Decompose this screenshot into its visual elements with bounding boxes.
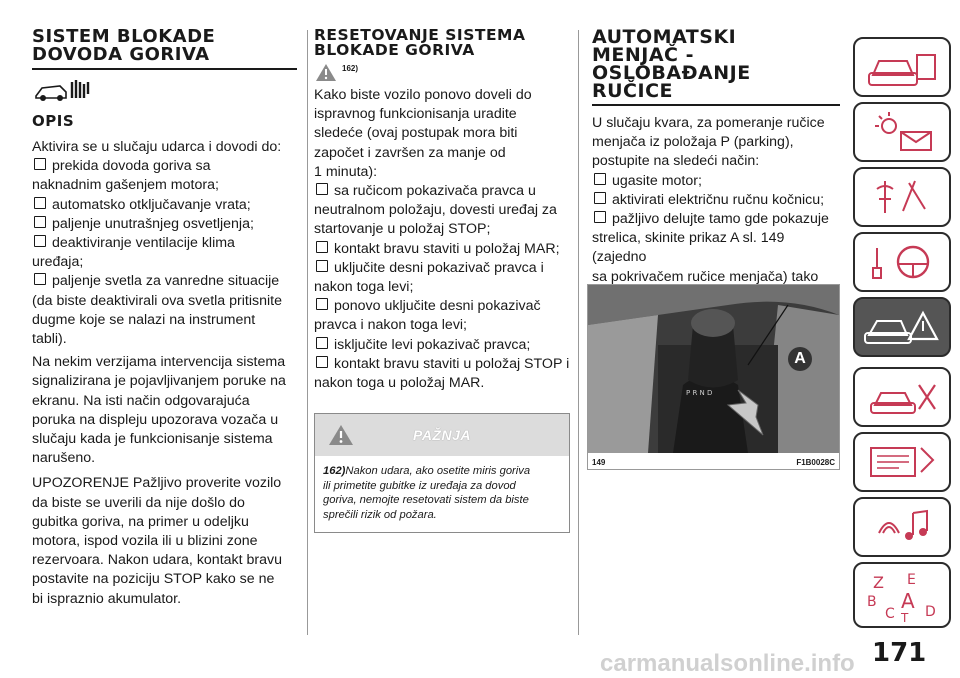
svg-text:C: C bbox=[885, 606, 895, 622]
text-line: Kako biste vozilo ponovo doveli do bbox=[314, 87, 532, 103]
title-line: MENJAČ - bbox=[592, 44, 695, 66]
text-line: da biste se uverili da nije došlo do bbox=[32, 494, 245, 511]
checkbox-bullet-icon bbox=[34, 197, 46, 209]
list-item: automatsko otključavanje vrata; bbox=[32, 196, 297, 215]
tab-maintenance[interactable] bbox=[853, 367, 951, 427]
text-line: ili primetite gubitke iz uređaja za dovod bbox=[323, 479, 516, 492]
page-number: 171 bbox=[872, 638, 927, 668]
checkbox-bullet-icon bbox=[594, 173, 606, 185]
callout-label-a: A bbox=[788, 347, 812, 371]
list-item-cont: nakon toga u položaj MAR. bbox=[314, 375, 485, 392]
text-line: postavite na poziciju STOP kako se ne bbox=[32, 571, 275, 588]
title-line-1: SISTEM BLOKADE bbox=[32, 26, 216, 47]
emergency-icon bbox=[855, 299, 951, 355]
checkbox-bullet-icon bbox=[34, 158, 46, 170]
column-divider bbox=[578, 30, 579, 635]
version-icons bbox=[32, 76, 297, 108]
section-title bbox=[592, 28, 840, 100]
column-gear-release bbox=[592, 28, 840, 325]
checkbox-bullet-icon bbox=[594, 211, 606, 223]
svg-text:B: B bbox=[867, 594, 877, 610]
warning-lights-icon bbox=[855, 104, 951, 160]
list-item-cont: dugme koje se nalazi na instrument bbox=[32, 311, 256, 328]
text-line: Na nekim verzijama intervencija sistema bbox=[32, 354, 286, 371]
tab-car-data[interactable] bbox=[853, 37, 951, 97]
checkbox-bullet-icon bbox=[34, 235, 46, 247]
checkbox-bullet-icon bbox=[34, 273, 46, 285]
list-item: pažljivo delujte tamo gde pokazuje bbox=[592, 210, 840, 229]
column-fuel-cutoff bbox=[32, 28, 297, 609]
list-item: ugasite motor; bbox=[592, 172, 840, 191]
maintenance-icon bbox=[855, 369, 951, 425]
safety-icon bbox=[855, 169, 951, 225]
index-icon bbox=[855, 564, 951, 626]
text-line: rezervoara. Nakon udara, kontakt bravu bbox=[32, 552, 282, 569]
list-item: kontakt bravu staviti u položaj STOP i bbox=[314, 355, 570, 374]
text-line: započet i završen za manje od bbox=[314, 144, 506, 161]
text-line: signalizirana je pojavljivanjem poruke na bbox=[32, 373, 286, 390]
warning-title: PAŽNJA bbox=[413, 427, 471, 444]
checkbox-bullet-icon bbox=[316, 356, 328, 368]
tab-safety[interactable] bbox=[853, 167, 951, 227]
text-line: sprečili rizik od požara. bbox=[323, 508, 437, 521]
watermark: carmanualsonline.info bbox=[600, 650, 855, 677]
warning-header bbox=[315, 414, 569, 456]
title-line-1: RESETOVANJE SISTEMA bbox=[314, 26, 526, 44]
svg-text:Z: Z bbox=[873, 573, 884, 592]
title-underline bbox=[592, 102, 840, 106]
text-line: narušeno. bbox=[32, 450, 96, 467]
checkbox-bullet-icon bbox=[316, 241, 328, 253]
svg-text:T: T bbox=[901, 611, 909, 625]
checkbox-bullet-icon bbox=[316, 337, 328, 349]
driving-icon bbox=[855, 234, 951, 290]
text-line: slučaju kada je funkcionisanje sistema bbox=[32, 431, 273, 448]
list-item: sa ručicom pokazivača pravca u bbox=[314, 182, 570, 201]
tab-specs[interactable] bbox=[853, 432, 951, 492]
list-item: deaktiviranje ventilacije klima bbox=[32, 234, 297, 253]
list-item-cont: naknadnim gašenjem motora; bbox=[32, 177, 219, 194]
title-line-2: BLOKADE GORIVA bbox=[314, 41, 475, 59]
list-item-cont: (da biste deaktivirali ova svetla pritisnite bbox=[32, 292, 282, 309]
warning-reference bbox=[314, 62, 570, 86]
tab-index[interactable] bbox=[853, 562, 951, 628]
specs-icon bbox=[855, 434, 951, 490]
subtitle-opis: OPIS bbox=[32, 112, 75, 130]
list-item-cont: sa pokrivačem ručice menjača) tako bbox=[592, 268, 819, 285]
svg-text:E: E bbox=[907, 572, 916, 588]
paragraph-warning-note bbox=[32, 474, 297, 608]
title-line: RUČICE bbox=[592, 80, 673, 102]
svg-text:D: D bbox=[925, 604, 936, 620]
section-title bbox=[314, 28, 570, 58]
tab-warning-lights[interactable] bbox=[853, 102, 951, 162]
svg-text:P R N D: P R N D bbox=[686, 389, 713, 397]
warning-ref-number: 162) bbox=[342, 64, 359, 73]
car-data-icon bbox=[855, 39, 951, 95]
text-line: U slučaju kvara, za pomeranje ručice bbox=[592, 115, 825, 131]
section-title bbox=[32, 28, 297, 64]
text-line: menjača iz položaja P (parking), bbox=[592, 134, 794, 151]
checkbox-bullet-icon bbox=[316, 183, 328, 195]
list-item-cont: strelica, skinite prikaz A sl. 149 (zajedno bbox=[592, 230, 785, 266]
warning-body bbox=[315, 456, 569, 532]
list-item: isključite levi pokazivač pravca; bbox=[314, 336, 570, 355]
list-item: uključite desni pokazivač pravca i bbox=[314, 259, 570, 278]
checkbox-bullet-icon bbox=[316, 260, 328, 272]
warning-box bbox=[314, 413, 570, 533]
figure-code: F1B0028C bbox=[796, 458, 835, 467]
list-item: prekida dovoda goriva sa bbox=[32, 157, 297, 176]
intro-text: Aktivira se u slučaju udarca i dovodi do: bbox=[32, 139, 282, 155]
title-line-2: DOVODA GORIVA bbox=[32, 44, 210, 65]
svg-text:A: A bbox=[901, 589, 915, 613]
tab-driving[interactable] bbox=[853, 232, 951, 292]
list-item-cont: tabli). bbox=[32, 331, 67, 348]
figure-number: 149 bbox=[592, 458, 606, 467]
list-item: ponovo uključite desni pokazivač bbox=[314, 297, 570, 316]
text-line: goriva, nemojte resetovati sistem da biste bbox=[323, 494, 529, 507]
figure-149 bbox=[587, 284, 840, 470]
column-reset-system bbox=[314, 28, 570, 533]
text-line: 162)Nakon udara, ako osetite miris goriva bbox=[323, 465, 531, 478]
text-line: bi ispraznio akumulator. bbox=[32, 590, 182, 607]
text-line: motora, ispod vozila ili u blizini zone bbox=[32, 533, 258, 550]
text-line: sledeće (ovaj postupak mora biti bbox=[314, 125, 518, 142]
column-divider bbox=[307, 30, 308, 635]
list-item-cont: pravca i nakon toga levi; bbox=[314, 317, 468, 334]
list-item-cont: nakon toga levi; bbox=[314, 279, 414, 296]
list-item-cont: uređaja; bbox=[32, 254, 84, 271]
title-underline bbox=[32, 66, 297, 70]
paragraph-versions bbox=[32, 353, 297, 468]
engine-version-icon bbox=[32, 76, 122, 104]
checkbox-bullet-icon bbox=[34, 216, 46, 228]
text-line: postupite na sledeći način: bbox=[592, 153, 760, 170]
title-line: AUTOMATSKI bbox=[592, 26, 737, 48]
list-item-cont: startovanje u položaj STOP; bbox=[314, 221, 491, 238]
checkbox-bullet-icon bbox=[594, 192, 606, 204]
text-line: gubitka goriva, na primer u odeljku bbox=[32, 513, 249, 530]
text-line: 1 minuta): bbox=[314, 163, 378, 180]
checkbox-bullet-icon bbox=[316, 298, 328, 310]
list-item: paljenje svetla za vanredne situacije bbox=[32, 272, 297, 291]
multimedia-icon bbox=[855, 499, 951, 555]
tab-emergency[interactable] bbox=[853, 297, 951, 357]
title-line: OSLOBAĐANJE bbox=[592, 62, 751, 84]
list-item: aktivirati električnu ručnu kočnicu; bbox=[592, 191, 840, 210]
text-line: poruka na displeju upozorava vozača u bbox=[32, 411, 279, 428]
list-item: kontakt bravu staviti u položaj MAR; bbox=[314, 240, 570, 259]
text-line: UPOZORENJE Pažljivo proverite vozilo bbox=[32, 475, 282, 492]
tab-multimedia[interactable] bbox=[853, 497, 951, 557]
text-line: ekranu. Na isti način odgovarajuća bbox=[32, 392, 250, 409]
text-line: ispravnog funkcionisanja uradite bbox=[314, 106, 517, 123]
list-item: paljenje unutrašnjeg osvetljenja; bbox=[32, 215, 297, 234]
list-item-cont: neutralnom položaju, dovesti uređaj za bbox=[314, 202, 557, 219]
warning-triangle-icon bbox=[314, 62, 338, 82]
warning-number: 162) bbox=[323, 465, 346, 478]
